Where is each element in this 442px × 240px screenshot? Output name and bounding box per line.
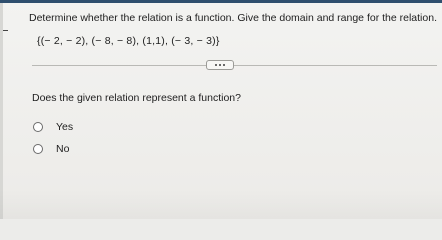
- left-tick: [3, 30, 8, 31]
- relation-set: {(− 2, − 2), (− 8, − 8), (1,1), (− 3, − 3)}: [37, 35, 220, 47]
- radio-button-yes[interactable]: [33, 122, 43, 132]
- show-more-button[interactable]: [206, 60, 234, 70]
- ellipsis-icon: [215, 64, 217, 66]
- divider: [32, 65, 437, 66]
- sub-question: Does the given relation represent a function?: [32, 92, 241, 104]
- option-label-yes: Yes: [56, 121, 74, 133]
- question-prompt: Determine whether the relation is a function. Give the domain and range for the relation.: [29, 12, 437, 24]
- left-edge: [0, 3, 3, 219]
- ellipsis-icon: [223, 64, 225, 66]
- ellipsis-icon: [219, 64, 221, 66]
- option-label-no: No: [56, 143, 70, 155]
- option-yes[interactable]: [33, 121, 73, 133]
- option-no[interactable]: [33, 143, 69, 155]
- radio-button-no[interactable]: [33, 144, 43, 154]
- bottom-fade: [0, 189, 442, 219]
- top-rule: [0, 0, 442, 3]
